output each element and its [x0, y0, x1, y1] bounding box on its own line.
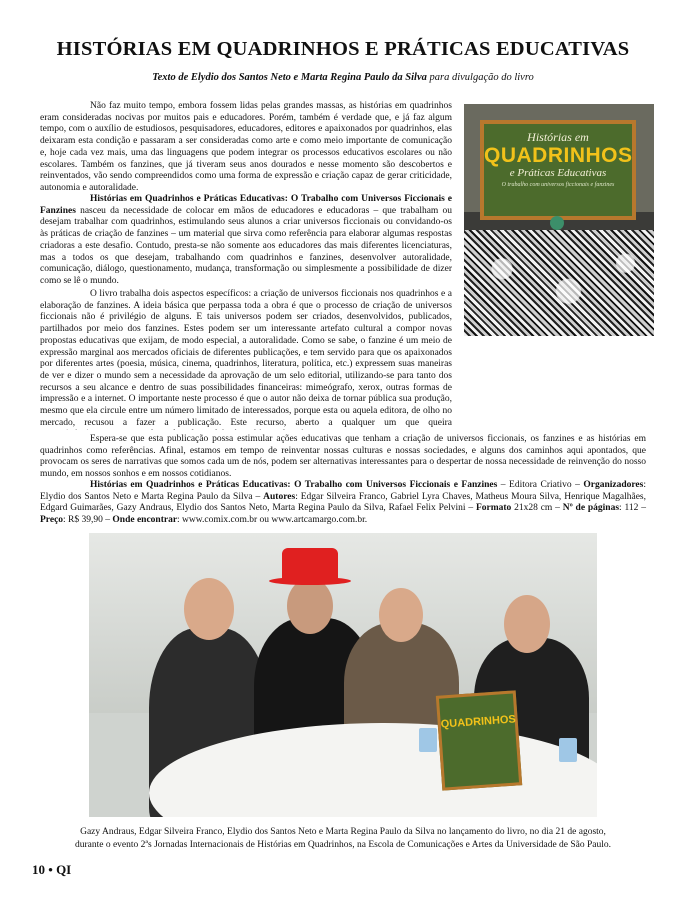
- paragraph-3a: O livro trabalha dois aspectos específicos: a criação de universos ficcionais nos quadrinhos e a elaboração de fanzines. A ideia básica que perpassa toda a obra é que o processo de criação de universos ficcionais não é privilégio de alguns. E tais universos podem ser criados, desenvolvidos, publicados, partilhados por meio dos fanzines. Estes podem ser um interessante artefato cultural a compor novas propostas educativas que exijam, de modo especial, a autoralidade. Como se sabe, o fanzine é um meio de expressão marginal aos mercados oficiais de diferentes publicações, e tem servido para que os apaixonados por diferentes artes (poesia, música, cinema, quadrinhos, literatura, política, etc.) expressem suas maneiras de ver e dizer o mundo sem a necessidade da aprovação de um selo editorial, utilizando-se para tanto dos recursos a seu alcance e dentro de suas possibilidades financeiras: mimeógrafo, xerox, outras formas de impressão e a internet. O importante neste processo é que o autor não deixa de tornar pública sua produção, mesmo que ela circule entre um número limitado de interessados, porque esta ou aquela editora, de olho no mercado, recusou a fazer a publicação. Este recurso, aberto a qualquer um que queira: [40, 289, 452, 428]
- paragraph-4: Espera-se que esta publicação possa estimular ações educativas que tenham a criação de universos ficcionais, os fanzines e as histórias em quadrinhos como referências. Afinal, estamos em tempo de reinventar nossas culturas e nossas sociedades, e alguns dos caminhos aqui apontados, que provocam os seres de narrativas que somos cada um de nós, podem ser alternativas interessantes para o despertar de nossa necessidade de reinvenção do nosso mundo, em nossos sonhos e em nossos cotidianos.: [40, 434, 646, 480]
- cup-left: [419, 728, 437, 752]
- paragraph-2: [40, 194, 452, 288]
- caption-line-2: durante o evento 2ªs Jornadas Internacionais de Histórias em Quadrinhos, na Escola de Comunicações e Artes da Universidade de São Paulo.: [74, 839, 612, 850]
- book-cover-image: [464, 104, 654, 336]
- paragraph-2-book-title: Histórias em Quadrinhos e Práticas Educativas: O Trabalho com Universos Ficcionais e Fanzines: [40, 194, 452, 216]
- magazine-name: QI: [56, 862, 72, 877]
- person-2-hat-brim: [269, 577, 351, 585]
- footer-bullet-icon: •: [48, 862, 53, 877]
- article-title: HISTÓRIAS EM QUADRINHOS E PRÁTICAS EDUCATIVAS: [56, 38, 630, 60]
- publisher-logo-icon: [550, 216, 564, 230]
- credits-authors: : Edgar Silveira Franco, Gabriel Lyra Chaves, Matheus Moura Silva, Henrique Magalhães, Edgard Guimarães, Gazy Andraus, Elydio dos Santos Neto, Marta Regina Paulo da Silva, Rafael Felix Pelvini –: [40, 491, 646, 514]
- photo-book: [436, 690, 522, 790]
- credits-book-title: Histórias em Quadrinhos e Práticas Educativas: O Trabalho com Universos Ficcionais e Fanzines: [90, 480, 498, 490]
- person-4-head: [504, 595, 550, 653]
- photo-book-title: QUADRINHOS: [440, 713, 517, 731]
- cover-line-4: O trabalho com universos ficcionais e fanzines: [501, 182, 615, 188]
- credits-organizers: : Elydio dos Santos Neto e Marta Regina Paulo da Silva –: [40, 480, 646, 502]
- credits-pages-label: Nº de páginas: [562, 503, 620, 514]
- credits-where: : www.comix.com.br ou www.artcamargo.com.br.: [177, 515, 368, 526]
- paragraph-1: Não faz muito tempo, embora fossem lidas pelas grandes massas, as histórias em quadrinhos eram consideradas nocivas por muitos pais e educadores. Porém, também é verdade que, e já faz algum tempo, com o auxílio de estudiosos, pesquisadores, educadores, editores e apaixonados por quadrinhos, elas deixaram esta condição e passaram a ser consideradas como arte e como meio importante de comunicação e, hoje cada vez mais, uma das linguagens que podem integrar os processos educativos escolares ou não escolares. Também os fanzines, que já tiveram seus anos dourados e nesse momento são descobertos e reinventados, vão sendo compreendidos como uma forma de expressão e criação capaz de gerar criticidade, autonomia e autoralidade.: [40, 101, 452, 193]
- byline-purpose: para divulgação do livro: [426, 72, 534, 83]
- page-footer: [32, 862, 71, 878]
- credits-pages: : 112 –: [619, 503, 646, 514]
- event-photo: [89, 533, 597, 817]
- page-number: 10: [32, 862, 45, 877]
- paragraph-2-text: nasceu da necessidade de colocar em mãos de educadores e educadoras – que trabalham ou desejam trabalhar com quadrinhos, estimulando seus alunos a criar universos ficcionais ou convidando-os às práticas de criação de fanzines – um material que sirva como referência para elaborar algumas respostas criadoras a este desafio. Contudo, presta-se não somente aos educadores das mais diferentes licenciaturas, mas a todos os que desejam, trabalhando com quadrinhos e fanzines, desenvolver autoralidade, comunicação, diálogo, questionamento, mudança, transformação ou simplesmente a possibilidade de dizer como se lê o mundo.: [40, 205, 452, 286]
- credits-format: 21x28 cm –: [511, 503, 563, 514]
- cover-illustration-overlay: [464, 224, 654, 336]
- person-3-head: [379, 588, 423, 642]
- credits-format-label: Formato: [475, 503, 512, 514]
- byline-authors: Texto de Elydio dos Santos Neto e Marta Regina Paulo da Silva: [152, 72, 427, 83]
- credits-where-label: Onde encontrar: [112, 515, 178, 526]
- credits-price: : R$ 39,90 –: [63, 515, 113, 526]
- cover-line-2: QUADRINHOS: [484, 144, 633, 167]
- book-credits: [40, 480, 646, 527]
- person-2-head: [287, 578, 333, 634]
- cup-right: [559, 738, 577, 762]
- credits-organizers-label: Organizadores: [583, 480, 644, 490]
- cover-title-board: [480, 120, 636, 220]
- credits-price-label: Preço: [40, 515, 64, 526]
- article-byline: [20, 72, 666, 83]
- cover-line-1: Histórias em: [527, 130, 589, 144]
- cover-line-3: e Práticas Educativas: [509, 167, 607, 179]
- credits-publisher: – Editora Criativo –: [497, 480, 584, 490]
- credits-authors-label: Autores: [263, 491, 296, 502]
- photo-caption: [20, 826, 666, 851]
- person-1-head: [184, 578, 234, 640]
- caption-line-1: Gazy Andraus, Edgar Silveira Franco, Elydio dos Santos Neto e Marta Regina Paulo da Silva no lançamento do livro, no dia 21 de agosto,: [80, 827, 606, 837]
